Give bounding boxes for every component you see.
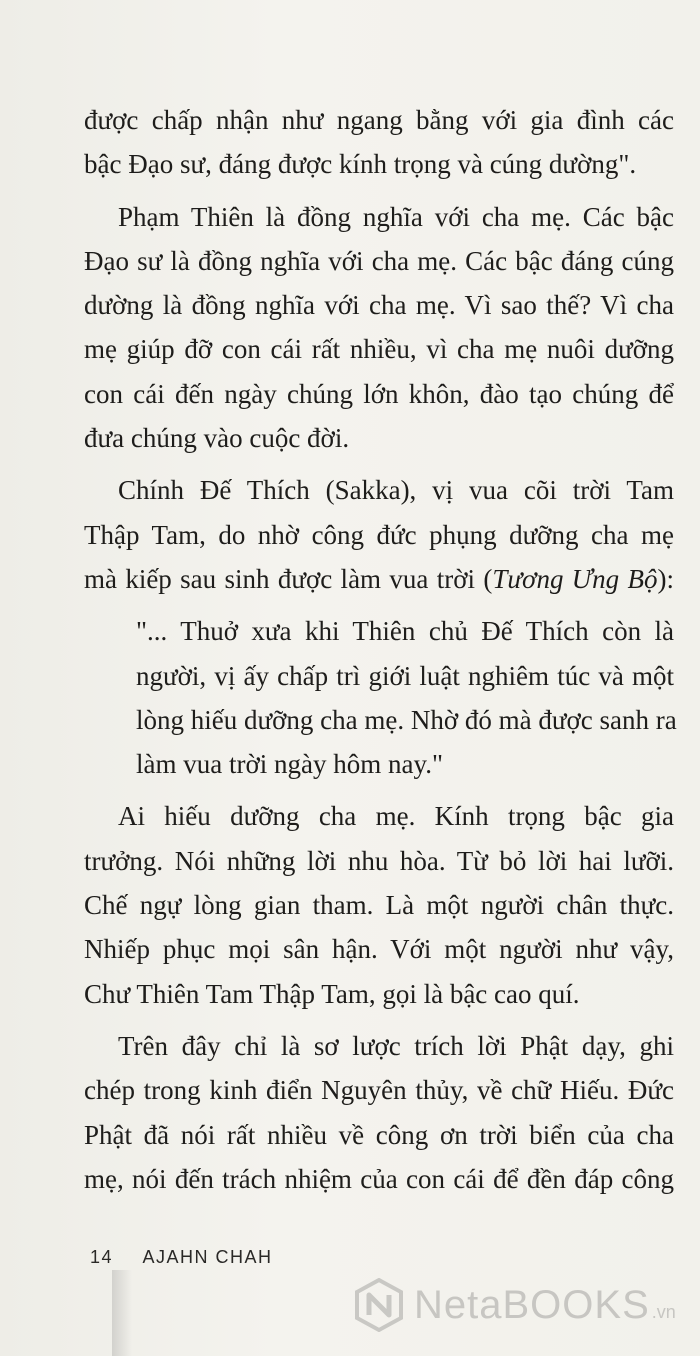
text-line: dường là đồng nghĩa với cha mẹ. Vì sao thế? Vì cha — [84, 290, 674, 321]
text-line: Phật đã nói rất nhiều về công ơn trời biển của cha — [84, 1119, 674, 1150]
text-line: bậc Đạo sư, đáng được kính trọng và cúng dường". — [84, 149, 637, 180]
text-line: mẹ, nói đến trách nhiệm của con cái để đền đáp công — [84, 1163, 674, 1194]
text-line: mẹ giúp đỡ con cái rất nhiều, vì cha mẹ nuôi dưỡng — [84, 334, 674, 365]
text-line: được chấp nhận như ngang bằng với gia đình các — [84, 105, 674, 135]
text-line: Ai hiếu dưỡng cha mẹ. Kính trọng bậc gia — [118, 801, 674, 832]
text-line: Trên đây chỉ là sơ lược trích lời Phật dạy, ghi — [118, 1030, 674, 1061]
running-author: AJAHN CHAH — [142, 1247, 273, 1267]
text-run: ): — [657, 563, 674, 594]
text-line: Chế ngự lòng gian tham. Là một người chân thực. — [84, 890, 674, 921]
text-line: chép trong kinh điển Nguyên thủy, về chữ Hiếu. Đức — [84, 1075, 674, 1106]
quote-line: lòng hiếu dưỡng cha mẹ. Nhờ đó mà được sanh ra — [136, 704, 677, 735]
page-footer — [90, 1247, 273, 1268]
netabooks-logo-icon — [352, 1278, 406, 1332]
watermark-brand: NetaBOOKS — [414, 1282, 650, 1327]
text-line-with-citation — [84, 557, 674, 601]
text-line: Chư Thiên Tam Thập Tam, gọi là bậc cao quí. — [84, 978, 580, 1009]
citation-title: Tương Ưng Bộ — [492, 563, 658, 594]
text-line: đưa chúng vào cuộc đời. — [84, 423, 350, 454]
text-line: Thập Tam, do nhờ công đức phụng dưỡng cha mẹ — [84, 519, 674, 550]
body-text — [84, 98, 677, 1201]
page-number: 14 — [90, 1247, 114, 1267]
quote-line: làm vua trời ngày hôm nay." — [136, 749, 443, 780]
page-shadow — [112, 1270, 132, 1356]
watermark — [352, 1278, 676, 1332]
text-run: mà kiếp sau sinh được làm vua trời ( — [84, 563, 493, 594]
text-line: Đạo sư là đồng nghĩa với cha mẹ. Các bậc đáng cúng — [84, 245, 674, 276]
text-line: con cái đến ngày chúng lớn khôn, đào tạo chúng để — [84, 378, 674, 409]
quote-line: "... Thuở xưa khi Thiên chủ Đế Thích còn là — [136, 616, 674, 647]
watermark-suffix: .vn — [651, 1301, 676, 1322]
text-line: Nhiếp phục mọi sân hận. Với một người như vậy, — [84, 934, 674, 965]
text-line: trưởng. Nói những lời nhu hòa. Từ bỏ lời hai lưỡi. — [84, 845, 674, 876]
text-line: Phạm Thiên là đồng nghĩa với cha mẹ. Các bậc — [118, 201, 674, 232]
quote-line: người, vị ấy chấp trì giới luật nghiêm túc và một — [136, 660, 674, 691]
text-line: Chính Đế Thích (Sakka), vị vua cõi trời Tam — [118, 475, 674, 506]
